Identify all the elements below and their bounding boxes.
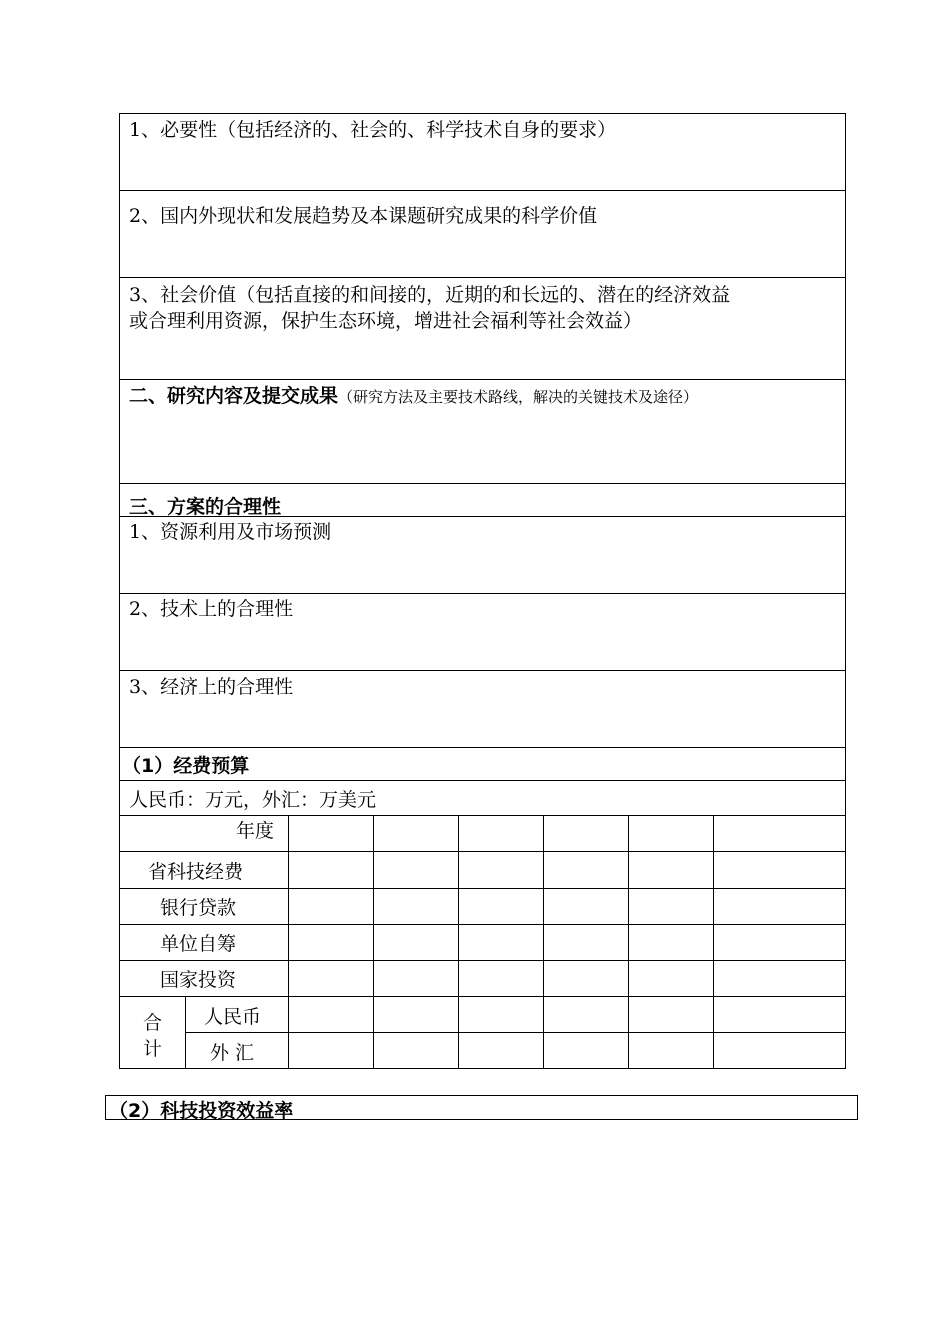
row-border xyxy=(119,780,846,781)
plan-section-heading: 三、方案的合理性 xyxy=(129,496,282,518)
row-label-state-investment: 国家投资 xyxy=(160,969,237,991)
table-left-border xyxy=(119,113,120,1069)
research-title: 二、研究内容及提交成果 xyxy=(129,385,339,407)
grid-column-border xyxy=(458,815,459,1069)
total-fx-label: 外 汇 xyxy=(210,1042,255,1064)
currency-note: 人民币：万元，外汇：万美元 xyxy=(129,789,377,811)
row-border xyxy=(119,113,846,114)
grid-column-border xyxy=(373,815,374,1069)
row-border xyxy=(119,593,846,594)
row-border xyxy=(119,483,846,484)
grid-column-border xyxy=(713,815,714,1069)
row-border xyxy=(119,1068,846,1069)
necessity-label: 1、必要性（包括经济的、社会的、科学技术自身的要求） xyxy=(129,119,617,141)
row-border xyxy=(119,190,846,191)
row-border xyxy=(119,888,846,889)
table-right-border xyxy=(845,113,846,1069)
row-border xyxy=(119,277,846,278)
social-value-label-line2: 或合理利用资源，保护生态环境，增进社会福利等社会效益） xyxy=(129,310,643,332)
budget-title: （1）经费预算 xyxy=(122,755,250,777)
plan-item-resources: 1、资源利用及市场预测 xyxy=(129,521,332,543)
total-label-char1: 合 xyxy=(143,1012,163,1034)
row-label-provincial-funds: 省科技经费 xyxy=(148,861,244,883)
row-border xyxy=(119,924,846,925)
row-border xyxy=(119,996,846,997)
row-border xyxy=(119,747,846,748)
row-label-self-raised: 单位自筹 xyxy=(160,933,237,955)
status-label: 2、国内外现状和发展趋势及本课题研究成果的科学价值 xyxy=(129,205,598,227)
row-border xyxy=(119,960,846,961)
row-border xyxy=(185,1032,846,1033)
benefit-title: （2）科技投资效益率 xyxy=(109,1100,294,1122)
plan-item-technical: 2、技术上的合理性 xyxy=(129,598,294,620)
social-value-label-line1: 3、社会价值（包括直接的和间接的，近期的和长远的、潜在的经济效益 xyxy=(129,284,731,306)
row-border xyxy=(119,379,846,380)
total-label-char2: 计 xyxy=(143,1038,163,1060)
row-border xyxy=(119,670,846,671)
row-label-bank-loan: 银行贷款 xyxy=(160,897,237,919)
year-header: 年度 xyxy=(236,820,275,842)
row-border xyxy=(119,815,846,816)
total-split-border xyxy=(185,996,186,1069)
total-rmb-label: 人民币 xyxy=(204,1006,262,1028)
plan-item-economic: 3、经济上的合理性 xyxy=(129,676,294,698)
grid-column-border xyxy=(543,815,544,1069)
research-note: （研究方法及主要技术路线，解决的关键技术及途径） xyxy=(338,388,699,406)
row-border xyxy=(119,851,846,852)
research-section-heading xyxy=(129,384,698,409)
grid-column-border xyxy=(288,815,289,1069)
grid-column-border xyxy=(628,815,629,1069)
